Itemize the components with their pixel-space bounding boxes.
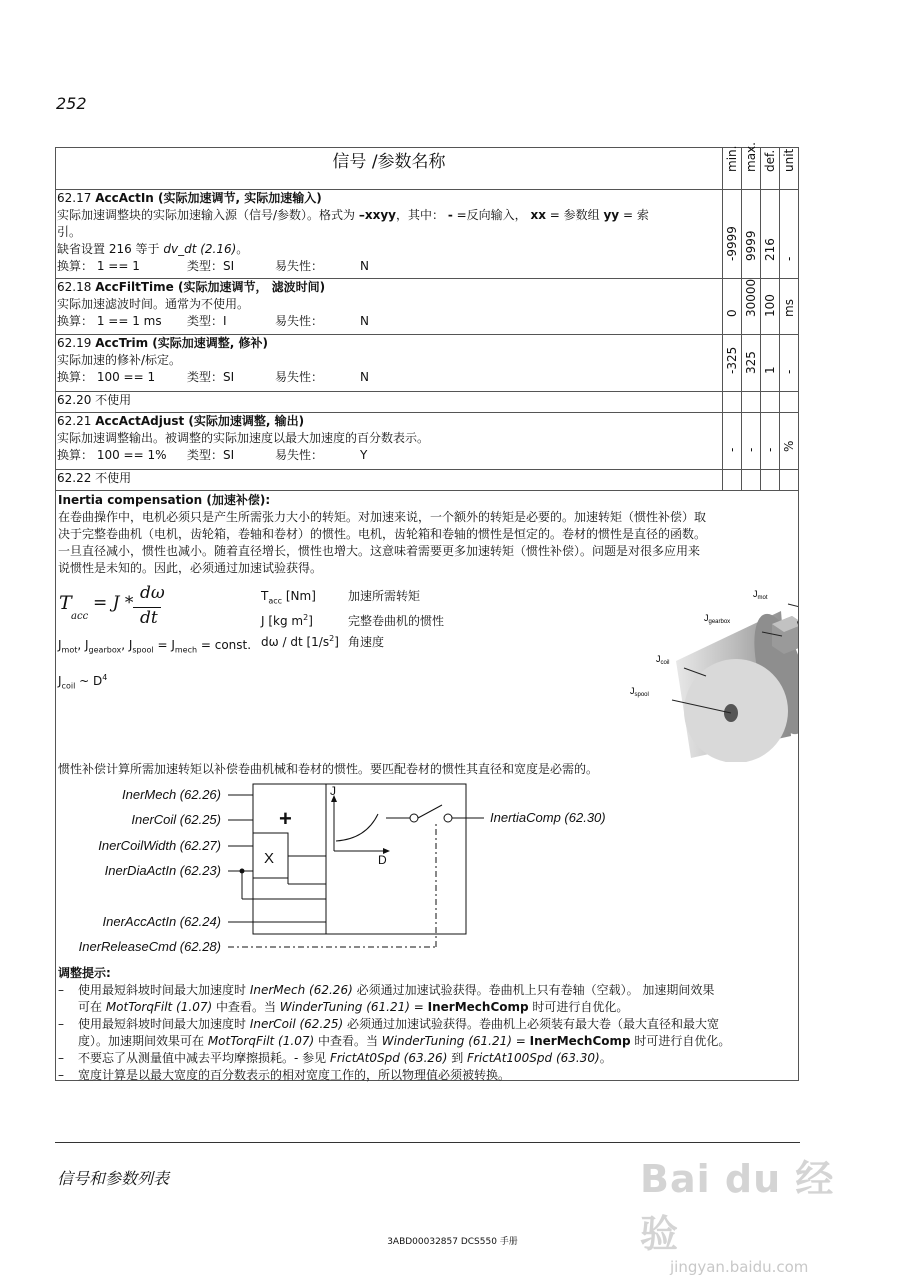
col-unit: unit (782, 148, 796, 172)
tip-text: FrictAt0Spd (63.26) (329, 1051, 448, 1065)
tip-text: 使用最短斜坡时间最大加速度时 (78, 983, 250, 997)
tip-text: FrictAt100Spd (63.30) (467, 1051, 600, 1065)
footer-divider (55, 1142, 800, 1143)
tip-text: 必须通过加速试验获得。卷曲机上只有卷轴（空载）。 加速期间效果 (352, 983, 715, 997)
formula: T acc = J * dω dt (59, 583, 165, 628)
param-name: AccActIn (95, 191, 154, 205)
table-row: 62.22 不使用 (56, 470, 799, 491)
tip-text: MotTorqFilt (1.07) (207, 1034, 315, 1048)
tip-text: 必须通过加速试验获得。卷曲机上必须装有最大卷（最大直径和最大宽 (343, 1017, 720, 1031)
inertia-section: Inertia compensation (加速补偿): 在卷曲操作中，电机必须只是产生所需张力大小的转矩。对加速来说，一个额外的转矩是必要的。加速转矩（惯性补偿）取 决于完整卷曲机（电机，齿轮箱，卷轴和卷材）的惯性。电机，齿轮箱和卷轴的惯性是恒定的。卷材的惯性是直径的函数。 一旦直径减小，惯性也减小。随着直径增长，惯性也增大。这意味着需要更多加速转矩（惯性补偿）。问题是对很多应用来 说惯性是未知的。因此，必须通过加速试验获得。 T acc = J * dω dt $T_{acc}$ [Nm] 加速所需转矩 J [kg $m^2$] 完整卷曲机的惯性 dω / dt $[1/s^2]$ 角速度 $J_{mot}$, $J_{gearbox}$, $J_{spool} = J_{mech}$ = const. $J_{coil}$ ~ $D^4$ $J_{mot}$ $J_{gearbox}$ $J_{coil}$ $J_{spool}$ 惯性补偿计算所需加速转矩以补偿卷曲机械和卷材的惯性。要匹配卷材的惯性其直径和宽度是必需的。 InerMech (62.26) InerCoil (62.25) InerCoilWidth (62.27) InerDiaActIn (62.23) InerAccActIn (62.24) InerReleaseCmd (62.28) InertiaComp (62.30) + X J D 调整提示: – 使用最短斜坡时间最大加速度时 InerMech (62.26) 必须通过加速试验获得。卷曲机上只有卷轴（空载）。 加速期间效果 可在 MotTorqFilt (1.07) 中查看。当 WinderTuning (61.21) = InerMechComp 时可进行自优化。 – 使用最短斜坡时间最大加速度时 InerCoil (62.25) 必须通过加速试验获得。卷曲机上必须装有最大卷（最大直径和最大宽 度）。加速期间效果可在 MotTorqFilt (1.07) 中查看。当 WinderTuning (61.21) = InerMechComp 时可进行自优化。 – 不要忘了从测量值中减去平均摩擦损耗。- 参见 FrictAt0Spd (63.26) 到 FrictAt100Spd (63.30)。 – 宽度计算是以最大宽度的百分数表示的相对宽度工作的，所以物理值必须被转换。 (56, 491, 799, 1081)
tip-text: 使用最短斜坡时间最大加速度时 (78, 1017, 250, 1031)
watermark (640, 1148, 860, 1276)
tip-text: MotTorqFilt (1.07) (105, 1000, 213, 1014)
table-header-row (56, 148, 799, 190)
tip-text: 中查看。当 (212, 1000, 280, 1014)
table-title: 信号 /参数名称 (56, 148, 723, 190)
tip-text: 不要忘了从测量值中减去平均摩擦损耗。- 参见 (78, 1051, 330, 1065)
tip-line (58, 1016, 796, 1033)
tip-text: = (511, 1034, 530, 1048)
tip-line (58, 982, 796, 999)
input-inermech: InerMech (62.26) (122, 787, 221, 802)
param-name: AccActAdjust (95, 414, 185, 428)
inertia-title: Inertia compensation (加速补偿): (58, 493, 271, 507)
tip-dash: – (58, 1017, 64, 1031)
input-inercoilwidth: InerCoilWidth (62.27) (98, 838, 221, 853)
output-inertiacomp: InertiaComp (62.30) (490, 810, 606, 825)
table-row: 62.17 AccActIn (实际加速调节, 实际加速输入) 实际加速调整块的实际加速输入源（信号/参数）。格式为 –xxyy，其中： - =反向输入， xx = 参数组 yy = 索 引。 缺省设置 216 等于 dv_dt (2.16)。 换算： 1 == 1 类型：SI 易失性： N -9999 9999 216 - (56, 190, 799, 279)
col-min: min. (725, 145, 739, 172)
tip-line (58, 1067, 796, 1084)
col-max: max. (744, 142, 758, 172)
svg-text:J: J (330, 784, 336, 798)
footer-title: 信号和参数列表 (57, 1169, 170, 1188)
tip-text: InerCoil (62.25) (249, 1017, 344, 1031)
footer-code: 3ABD00032857 DCS550 手册 (387, 1237, 518, 1247)
tip-line (58, 1033, 796, 1050)
tip-text: 可在 (78, 1000, 106, 1014)
multiply-sign: X (264, 850, 275, 867)
input-inerdiaactin: InerDiaActIn (62.23) (104, 863, 221, 878)
baidu-logo: Bai du 经验 (640, 1157, 835, 1256)
col-def: def. (763, 149, 777, 172)
svg-text:Jmot: $J_{mot}$ (753, 589, 768, 601)
tip-text: 宽度计算是以最大宽度的百分数表示的相对宽度工作的，所以物理值必须被转换。 (78, 1068, 511, 1082)
parameter-table (55, 142, 799, 1082)
param-name: AccFiltTime (95, 280, 174, 294)
param-name: AccTrim (95, 336, 149, 350)
tip-text: WinderTuning (61.21) (279, 1000, 410, 1014)
winder-illustration (576, 576, 798, 762)
def-value: 216 (763, 238, 777, 261)
tip-text: 中查看。当 (314, 1034, 382, 1048)
plus-sign: + (279, 806, 292, 831)
table-row: 62.21 AccActAdjust (实际加速调整, 输出) 实际加速调整输出。被调整的实际加速度以最大加速度的百分数表示。 换算： 100 == 1% 类型：SI 易失性： Y - - - % (56, 413, 799, 470)
table-row: 62.20 不使用 (56, 392, 799, 413)
input-ineraccactin: InerAccActIn (62.24) (102, 914, 221, 929)
tip-text: 到 (447, 1051, 468, 1065)
tip-text: InerMechComp (427, 1000, 529, 1014)
svg-text:D: D (378, 853, 387, 867)
max-value: 9999 (744, 230, 758, 261)
inertia-block-diagram (56, 781, 696, 961)
tip-text: InerMech (62.26) (249, 983, 353, 997)
tip-dash: – (58, 983, 64, 997)
tip-text: WinderTuning (61.21) (381, 1034, 512, 1048)
tip-text: 度）。加速期间效果可在 (78, 1034, 208, 1048)
tip-line (58, 1050, 796, 1067)
svg-text:Jspool: $J_{spool}$ (630, 686, 649, 698)
const-line: $J_{mot}$, $J_{gearbox}$, $J_{spool} = J_{mech}$ = const. (58, 638, 252, 655)
calc-line: 惯性补偿计算所需加速转矩以补偿卷曲机械和卷材的惯性。要匹配卷材的惯性其直径和宽度是必需的。 (58, 762, 599, 776)
tip-text: 时可进行自优化。 (630, 1034, 731, 1048)
page-number: 252 (56, 94, 87, 113)
input-inercoil: InerCoil (62.25) (131, 812, 221, 827)
tip-text: 。 (599, 1051, 612, 1065)
coil-line: $J_{coil}$ ~ $D^4$ (58, 673, 108, 691)
tip-text: 时可进行自优化。 (528, 1000, 629, 1014)
formula-legend: $T_{acc}$ [Nm] 加速所需转矩 J [kg $m^2$] 完整卷曲机的惯性 dω / dt $[1/s^2]$ 角速度 (261, 589, 445, 650)
tip-dash: – (58, 1051, 64, 1065)
min-value: -9999 (725, 226, 739, 261)
input-inerreleasecmd: InerReleaseCmd (62.28) (78, 939, 221, 954)
table-row: 62.18 AccFiltTime (实际加速调节， 滤波时间) 实际加速滤波时间。通常为不使用。 换算： 1 == 1 ms 类型：I 易失性： N 0 30000 100 ms (56, 279, 799, 335)
tip-dash: – (58, 1068, 64, 1082)
watermark-url: jingyan.baidu.com (670, 1258, 809, 1276)
tuning-tips: 调整提示: – 使用最短斜坡时间最大加速度时 InerMech (62.26) 必须通过加速试验获得。卷曲机上只有卷轴（空载）。 加速期间效果 可在 MotTorqFilt (1.07) 中查看。当 WinderTuning (61.21) = InerMechComp 时可进行自优化。 – 使用最短斜坡时间最大加速度时 InerCoil (62.25) 必须通过加速试验获得。卷曲机上必须装有最大卷（最大直径和最大宽 度）。加速期间效果可在 MotTorqFilt (1.07) 中查看。当 WinderTuning (61.21) = InerMechComp 时可进行自优化。 – 不要忘了从测量值中减去平均摩擦损耗。- 参见 FrictAt0Spd (63.26) 到 FrictAt100Spd (63.30)。 – 宽度计算是以最大宽度的百分数表示的相对宽度工作的，所以物理值必须被转换。 (58, 965, 796, 1084)
tip-text: InerMechComp (529, 1034, 631, 1048)
table-row: 62.19 AccTrim (实际加速调整, 修补) 实际加速的修补/标定。 换算： 100 == 1 类型：SI 易失性： N -325 325 1 - (56, 335, 799, 392)
unit-value: - (782, 256, 796, 261)
tip-line (58, 999, 796, 1016)
svg-text:Jcoil: $J_{coil}$ (656, 654, 670, 666)
tip-text: = (409, 1000, 428, 1014)
svg-text:Jgearbox: $J_{gearbox}$ (704, 613, 731, 625)
